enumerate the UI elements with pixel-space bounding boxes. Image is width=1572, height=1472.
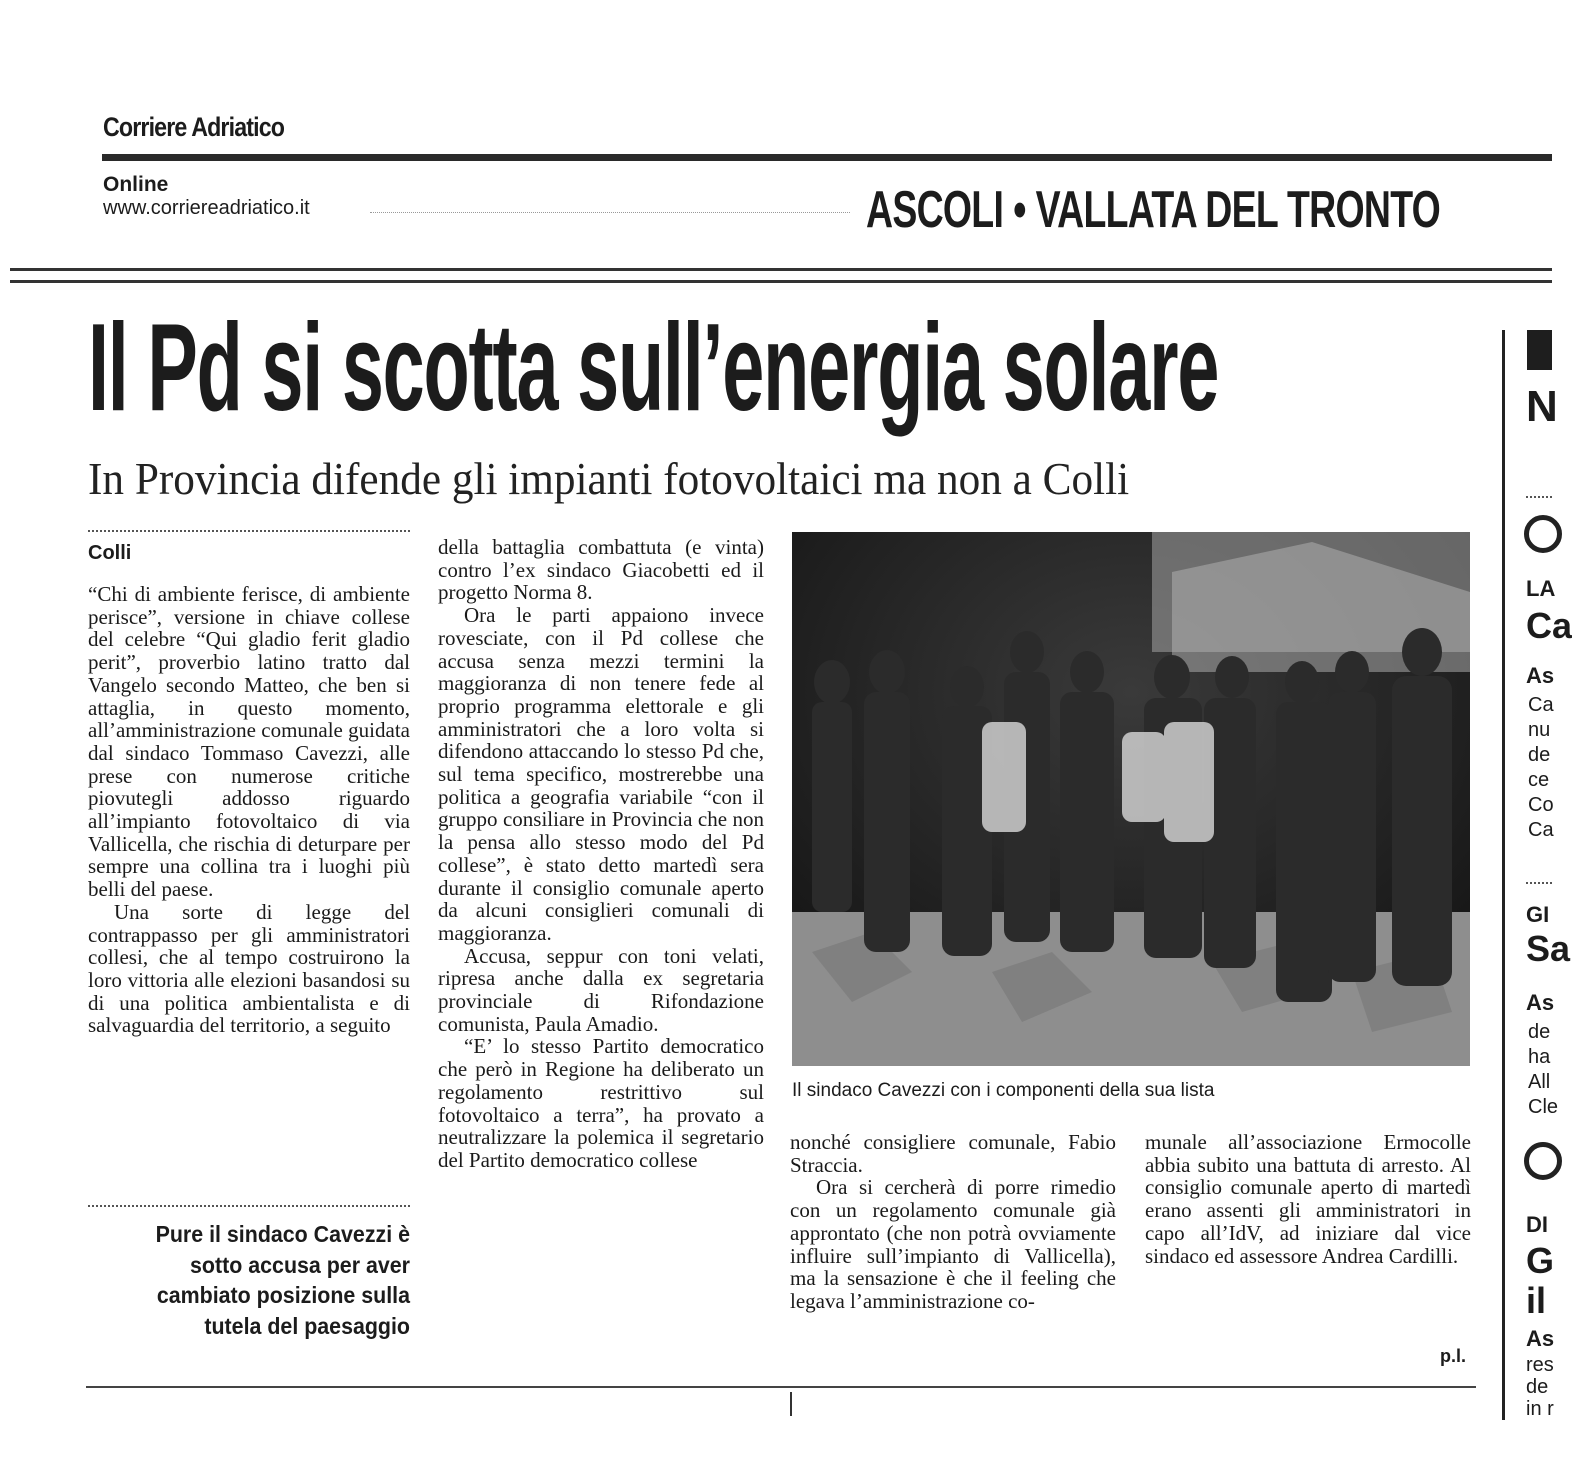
dateline: Colli bbox=[88, 542, 132, 564]
sidebar-line: ce bbox=[1528, 769, 1550, 791]
newspaper-name: Corriere Adriatico bbox=[103, 112, 285, 142]
sidebar-fragment: N bbox=[1526, 382, 1558, 431]
sidebar-line: Co bbox=[1528, 794, 1554, 816]
clock-icon bbox=[1524, 515, 1562, 553]
column-3 bbox=[790, 1131, 1116, 1313]
sidebar-fragment: As bbox=[1526, 663, 1555, 688]
sidebar-rule bbox=[1526, 496, 1552, 498]
sidebar-fragment: GI bbox=[1526, 902, 1550, 927]
column-2 bbox=[438, 536, 764, 1172]
sidebar-rule bbox=[1526, 882, 1552, 884]
column-4 bbox=[1145, 1131, 1471, 1267]
sidebar-line: de bbox=[1528, 1021, 1551, 1043]
sidebar-line: Ca bbox=[1528, 819, 1554, 841]
clock-icon bbox=[1524, 1142, 1562, 1180]
section-bullet: • bbox=[1013, 181, 1026, 239]
photo-caption: Il sindaco Cavezzi con i componenti della sua lista bbox=[792, 1080, 1215, 1101]
section-left: ASCOLI bbox=[866, 181, 1004, 239]
sidebar-line: ha bbox=[1528, 1046, 1551, 1068]
section-rule bbox=[10, 268, 1552, 283]
sidebar-line: nu bbox=[1528, 719, 1551, 741]
subheadline: In Provincia difende gli impianti fotovoltaici ma non a Colli bbox=[88, 453, 1130, 504]
paragraph: “E’ lo stesso Partito democratico che però in Regione ha deliberato un regolamento restrittivo sul fotovoltaico a terra”, ha provato a neutralizzare la polemica il segretario del Partito democratico collese bbox=[438, 1034, 764, 1172]
headline: Il Pd si scotta sull’energia solare bbox=[88, 299, 1219, 437]
sidebar-fragment: As bbox=[1526, 990, 1555, 1015]
bottom-rule bbox=[86, 1386, 1476, 1388]
masthead-rule bbox=[102, 154, 1552, 161]
sidebar-fragment: G bbox=[1526, 1240, 1555, 1281]
sidebar-line: in r bbox=[1526, 1398, 1554, 1420]
paragraph: “Chi di ambiente ferisce, di ambiente perisce”, versione in chiave collese del celebre “Qui gladio ferit gladio perit”, proverbio latino tratto dal Vangelo secondo Matteo, che ben si attaglia, in questo momento, all’amministrazione comunale guidata dal sindaco Tommaso Cavezzi, alle prese con numerose critiche piovutegli addosso riguardo all’impianto fotovoltaico di via Vallicella, che rischia di deturpare per sempre una collina tra i luoghi più belli del paese. bbox=[88, 582, 410, 902]
sidebar-line: Cle bbox=[1528, 1096, 1559, 1118]
sidebar-divider bbox=[1502, 330, 1505, 1420]
dotted-leader-left bbox=[370, 212, 850, 213]
paragraph: Ora si cercherà di porre rimedio con un regolamento comunale già approntato (che non potrà ovviamente influire sull’impianto di Vallicella), ma la sensazione è che il feeling che legava l’amministrazione co- bbox=[790, 1175, 1116, 1313]
section-title bbox=[866, 180, 1440, 240]
paragraph: Una sorte di legge del contrappasso per gli amministratori collesi, che al tempo costruirono la loro vittoria alle elezioni basandosi su di una politica ambientalista e di salvaguardia del territorio, a seguito bbox=[88, 899, 410, 1038]
sidebar-fragment: Sa bbox=[1526, 928, 1571, 969]
sidebar-fragment: il bbox=[1526, 1280, 1547, 1321]
sidebar-line: All bbox=[1528, 1071, 1551, 1093]
sidebar-black-tab bbox=[1527, 330, 1552, 370]
sidebar-fragment: As bbox=[1526, 1326, 1555, 1351]
paragraph: munale all’associazione Ermocolle abbia subito una battuta di arresto. Al consiglio comunale aperto di martedì erano assenti gli amministratori in capo all’IdV, ad iniziare dal vice sindaco ed assessore Andrea Cardilli. bbox=[1145, 1130, 1471, 1268]
pullquote: Pure il sindaco Cavezzi è sotto accusa per aver cambiato posizione sulla tutela del paesaggio bbox=[155, 1221, 410, 1339]
sidebar-lines bbox=[1528, 693, 1552, 843]
column-rule bbox=[88, 530, 410, 532]
website-url: www.corriereadriatico.it bbox=[103, 197, 310, 219]
sidebar-fragment: DI bbox=[1526, 1212, 1548, 1237]
sidebar-line: res bbox=[1526, 1354, 1554, 1376]
sidebar-fragment: Ca bbox=[1526, 605, 1572, 646]
paragraph: Ora le parti appaiono invece rovesciate, con il Pd collese che accusa senza mezzi termini la maggioranza di non tenere fede al proprio programma elettorale e gli amministratori che a loro volta si difendono attaccando lo stesso Pd che, sul tema specifico, mostrerebbe una politica a geografia variabile “con il gruppo consiliare in Provincia che non la pensa allo stesso modo del Pd collese”, è stato detto martedì sera durante il consiglio comunale aperto da alcuni consiglieri comunali di maggioranza. bbox=[438, 603, 764, 945]
paragraph: nonché consigliere comunale, Fabio Straccia. bbox=[790, 1130, 1116, 1177]
online-label: Online bbox=[103, 173, 169, 196]
paragraph: della battaglia combattuta (e vinta) contro l’ex sindaco Giacobetti ed il progetto Norma 8. bbox=[438, 535, 764, 605]
sidebar-lines bbox=[1526, 1354, 1552, 1420]
group-photo bbox=[792, 532, 1470, 1066]
column-1 bbox=[88, 583, 410, 1037]
sidebar-lines bbox=[1528, 1020, 1559, 1120]
column-tick bbox=[790, 1392, 792, 1416]
author-initials: p.l. bbox=[1440, 1346, 1466, 1366]
pullquote-rule bbox=[88, 1205, 410, 1207]
group-photo-illustration bbox=[792, 532, 1470, 1066]
sidebar-line: de bbox=[1526, 1376, 1549, 1398]
sidebar-fragment: LA bbox=[1526, 576, 1556, 601]
section-right: VALLATA DEL TRONTO bbox=[1035, 181, 1441, 239]
sidebar-line: Ca bbox=[1528, 694, 1554, 716]
paragraph: Accusa, seppur con toni velati, ripresa anche dalla ex segretaria provinciale di Rifondazione comunista, Paula Amadio. bbox=[438, 943, 764, 1036]
sidebar-line: de bbox=[1528, 744, 1551, 766]
